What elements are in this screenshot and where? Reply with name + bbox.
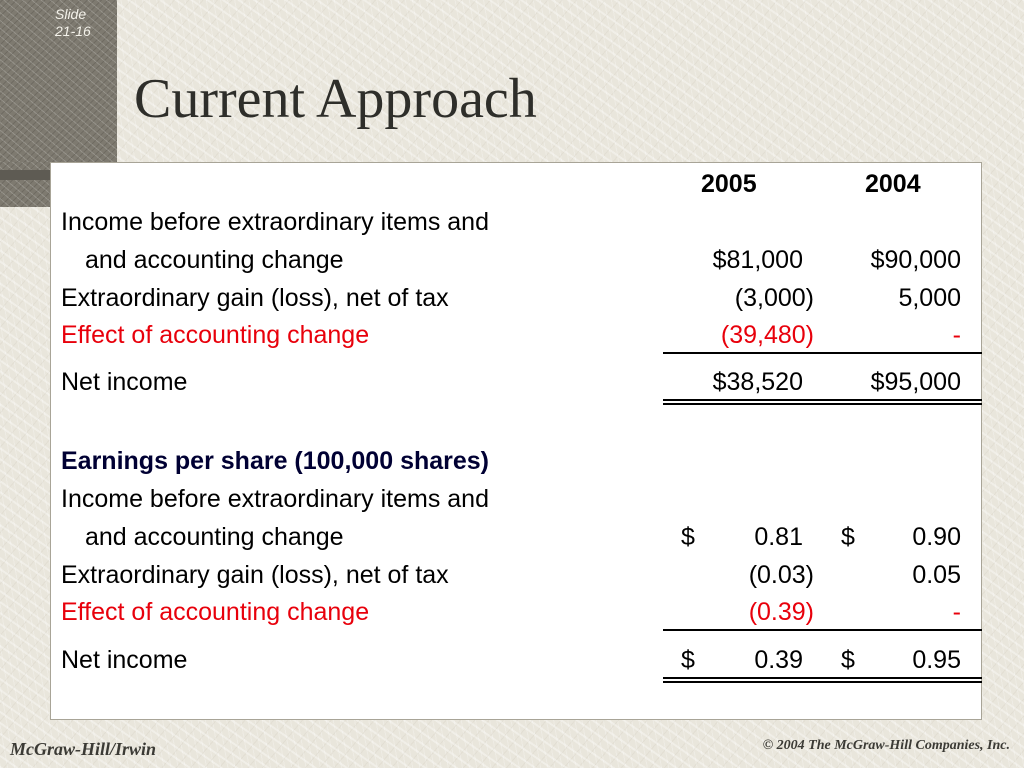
eps-value-extraordinary-2004: 0.05 <box>912 561 961 589</box>
subtotal-rule <box>663 352 982 354</box>
year-header-2004: 2004 <box>865 170 921 198</box>
value-extraordinary-2004: 5,000 <box>898 284 961 312</box>
eps-accounting-change-label: Effect of accounting change <box>61 598 370 626</box>
eps-heading: Earnings per share (100,000 shares) <box>61 447 490 475</box>
eps-currency-2004: $ <box>841 523 855 551</box>
year-header-2005: 2005 <box>701 170 757 198</box>
eps-value-accounting-change-2004: - <box>952 598 961 626</box>
eps-value-extraordinary-2005: (0.03) <box>748 561 814 589</box>
eps-extraordinary-label: Extraordinary gain (loss), net of tax <box>61 561 449 589</box>
eps-value-income-before-2004: 0.90 <box>912 523 961 551</box>
eps-currency-2005: $ <box>681 523 695 551</box>
value-income-before-2005: $81,000 <box>712 246 803 274</box>
slide-number-label <box>55 6 111 40</box>
value-accounting-change-2004: - <box>952 321 961 349</box>
publisher-footer: McGraw-Hill/Irwin <box>10 739 157 759</box>
row-income-before-label-line2: and accounting change <box>85 246 344 274</box>
slide-corner-strip <box>0 162 50 207</box>
copyright-footer: © 2004 The McGraw-Hill Companies, Inc. <box>762 738 1010 753</box>
income-statement-table <box>50 162 982 720</box>
eps-net-income-currency-2004: $ <box>841 646 855 674</box>
row-net-income-label: Net income <box>61 368 188 396</box>
value-net-income-2004: $95,000 <box>870 368 961 396</box>
eps-total-double-rule-top <box>663 677 982 679</box>
row-accounting-change-label: Effect of accounting change <box>61 321 370 349</box>
eps-total-double-rule-bottom <box>663 681 982 683</box>
total-double-rule-bottom <box>663 403 982 405</box>
value-income-before-2004: $90,000 <box>870 246 961 274</box>
slide-label-word: Slide <box>55 6 87 22</box>
slide-title: Current Approach <box>134 68 537 130</box>
eps-value-net-income-2005: 0.39 <box>754 646 803 674</box>
eps-value-income-before-2005: 0.81 <box>754 523 803 551</box>
value-accounting-change-2005: (39,480) <box>720 321 814 349</box>
eps-subtotal-rule <box>663 629 982 631</box>
eps-net-income-currency-2005: $ <box>681 646 695 674</box>
eps-income-before-label-line2: and accounting change <box>85 523 344 551</box>
value-extraordinary-2005: (3,000) <box>734 284 814 312</box>
eps-net-income-label: Net income <box>61 646 188 674</box>
eps-value-accounting-change-2005: (0.39) <box>748 598 814 626</box>
value-net-income-2005: $38,520 <box>712 368 803 396</box>
row-income-before-label-line1: Income before extraordinary items and <box>61 208 489 236</box>
total-double-rule-top <box>663 399 982 401</box>
slide-divider-bar <box>0 170 50 180</box>
eps-income-before-label-line1: Income before extraordinary items and <box>61 485 489 513</box>
row-extraordinary-label: Extraordinary gain (loss), net of tax <box>61 284 449 312</box>
eps-value-net-income-2004: 0.95 <box>912 646 961 674</box>
slide-label-number: 21-16 <box>55 23 91 39</box>
